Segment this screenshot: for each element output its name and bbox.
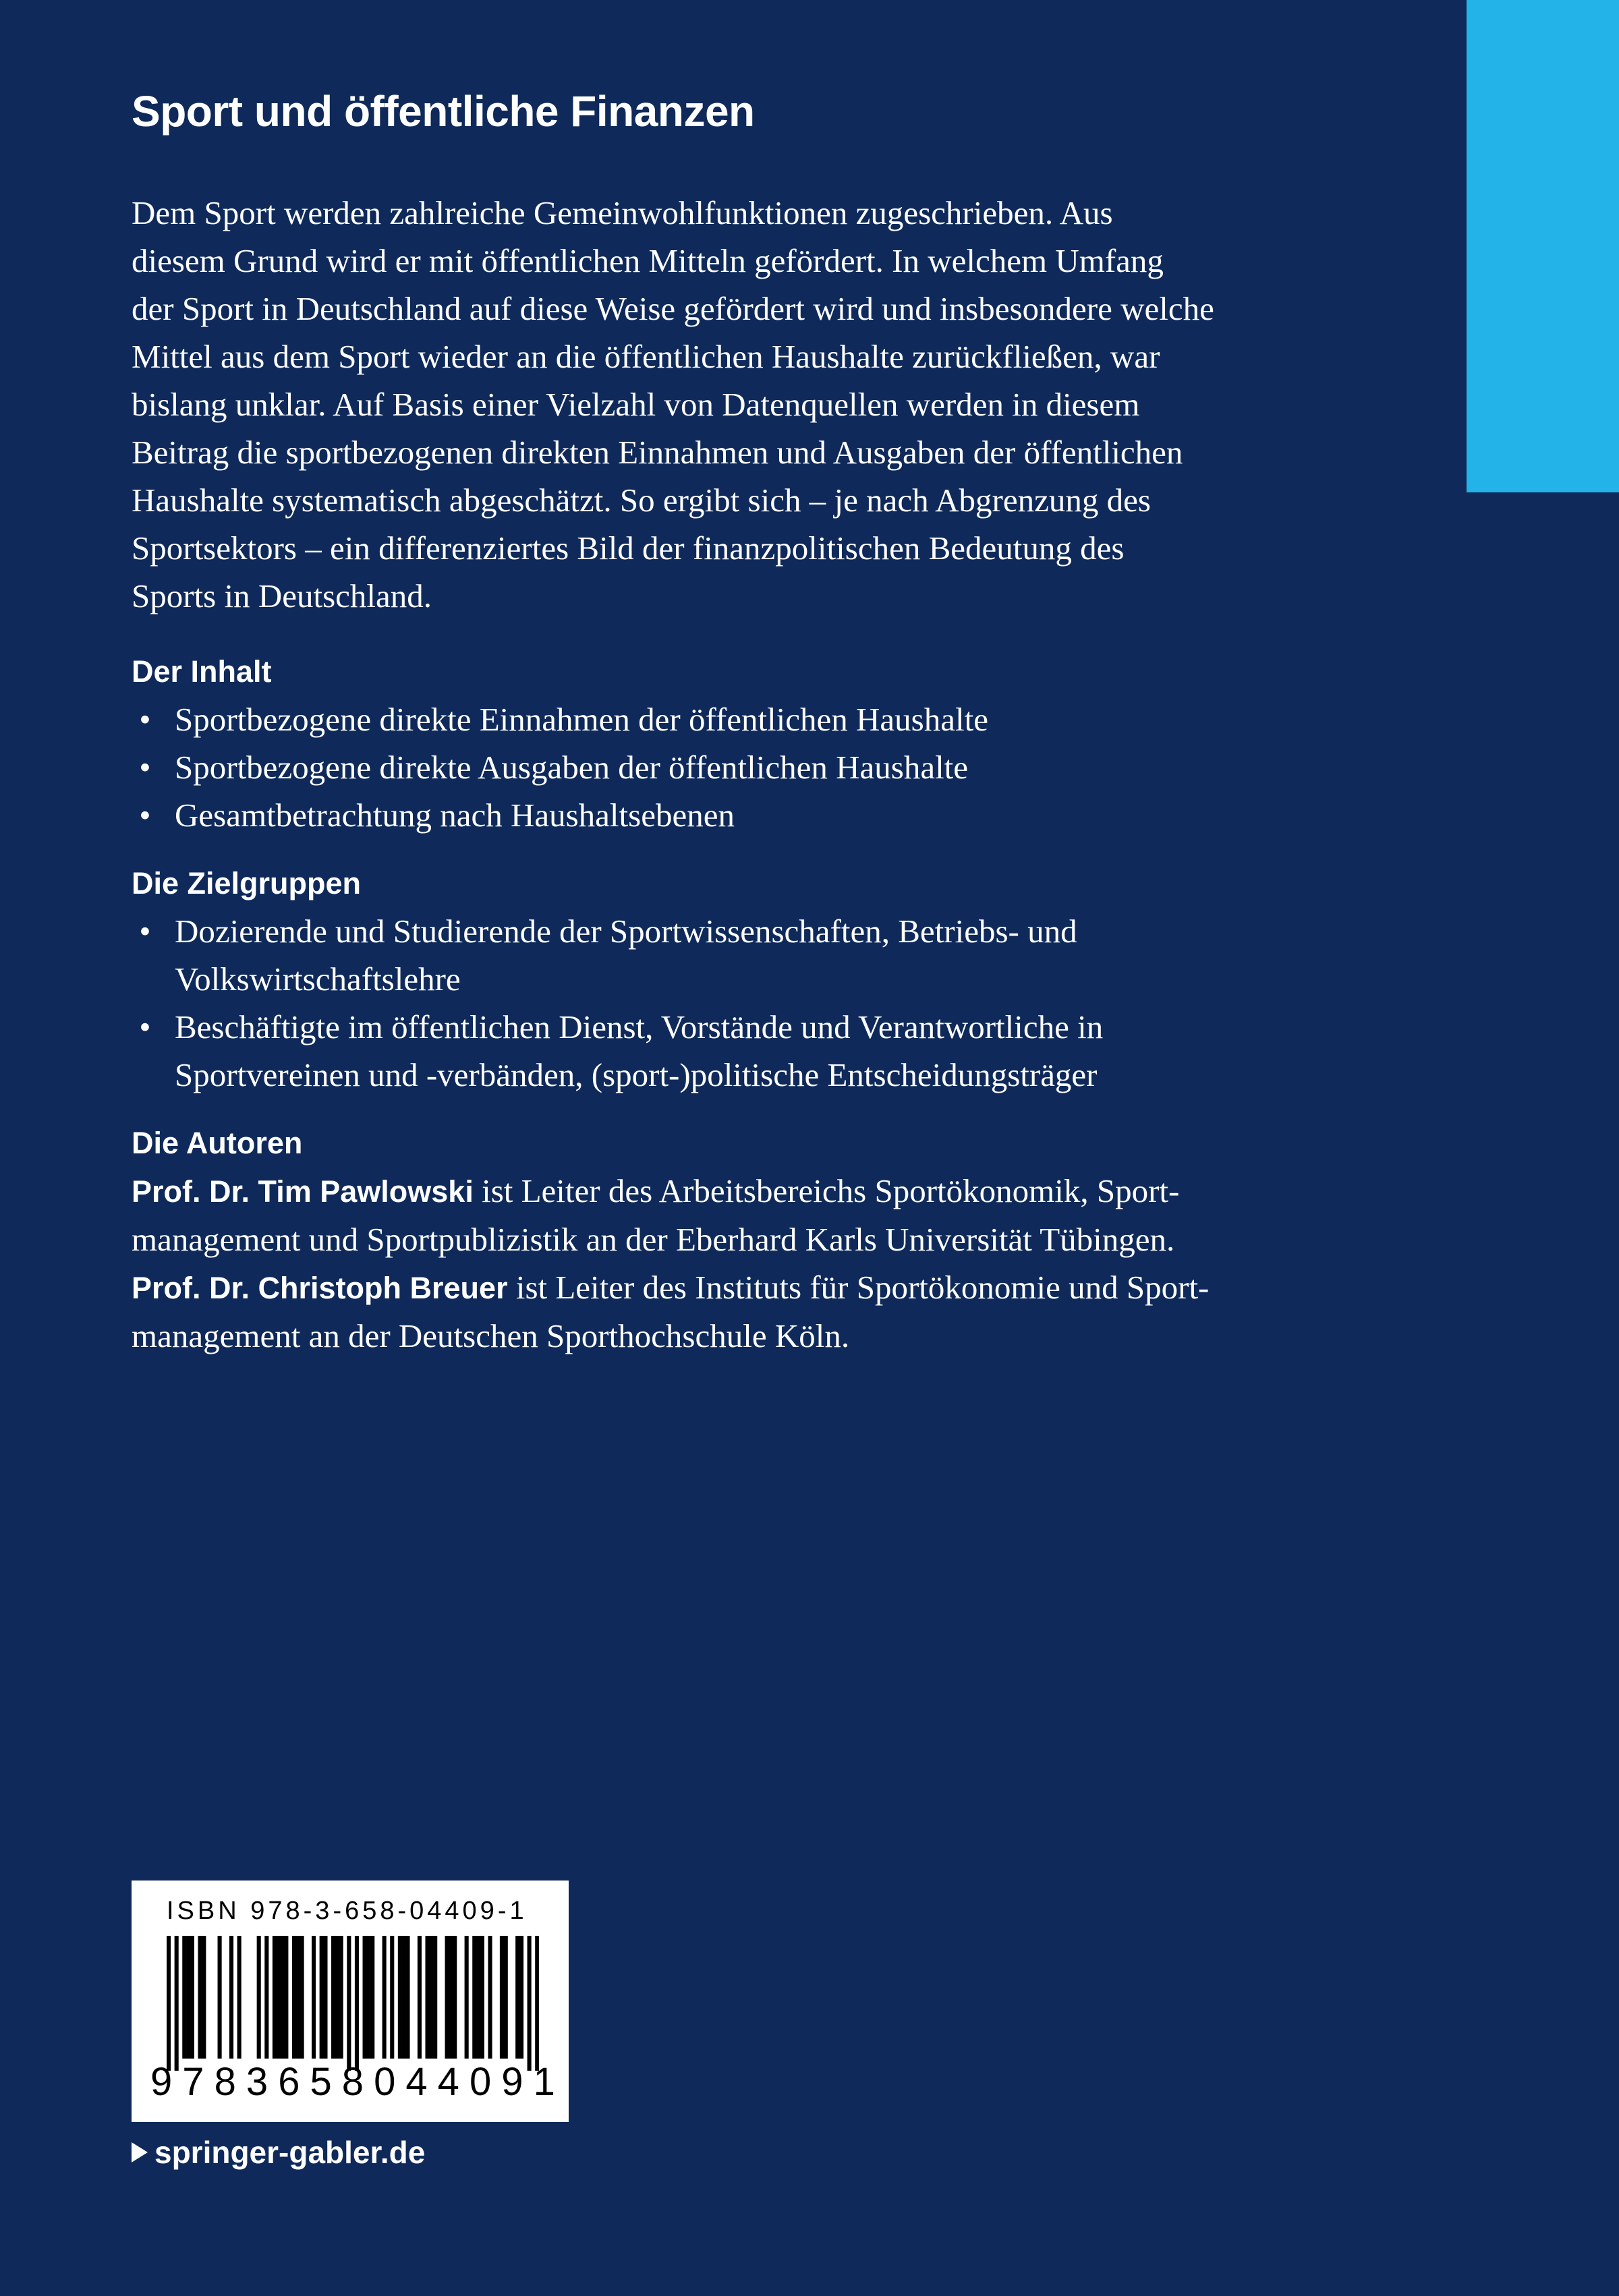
barcode-digit: 4 <box>405 2060 428 2104</box>
barcode-bar <box>500 1936 504 2059</box>
barcode-bar <box>515 1936 519 2059</box>
author-bio-text: ist Leiter des Arbeitsbereichs Sportökonomik, Sport- <box>473 1172 1180 1209</box>
barcode-bar <box>198 1936 202 2059</box>
barcode-bars <box>167 1936 539 2071</box>
intro-line: Haushalte systematisch abgeschätzt. So ergibt sich – je nach Abgrenzung des <box>132 482 1151 519</box>
barcode-bar <box>535 1936 539 2071</box>
cover-text-content <box>132 81 1339 1360</box>
authors-section <box>132 1167 1339 1360</box>
barcode-bar <box>237 1936 242 2059</box>
barcode-bar <box>402 1936 406 2059</box>
barcode-bar <box>331 1936 335 2059</box>
barcode-digit: 1 <box>533 2060 555 2104</box>
barcode-digit: 3 <box>246 2060 268 2104</box>
barcode-bar <box>465 1936 469 2059</box>
barcode-bar <box>519 1936 523 2059</box>
barcode-digit: 0 <box>469 2060 492 2104</box>
bullet-icon: • <box>139 797 151 834</box>
list-item <box>132 907 1339 1003</box>
publisher-website-text: springer-gabler.de <box>154 2135 426 2170</box>
isbn-number: ISBN 978-3-658-04409-1 <box>167 1897 528 1925</box>
authors-heading: Die Autoren <box>132 1126 303 1160</box>
barcode-digit: 5 <box>310 2060 332 2104</box>
intro-line: Beitrag die sportbezogenen direkten Einnahmen und Ausgaben der öffentlichen <box>132 434 1183 471</box>
list-item-text: Volkswirtschaftslehre <box>175 960 461 998</box>
barcode-bar <box>264 1936 268 2059</box>
barcode-bar <box>449 1936 453 2059</box>
list-item <box>132 743 1339 791</box>
barcode-digit: 9 <box>150 2060 173 2104</box>
barcode-bar <box>167 1936 171 2071</box>
barcode-bar <box>480 1936 484 2059</box>
author-bio-text: management an der Deutschen Sporthochschule Köln. <box>132 1317 850 1354</box>
author-name: Prof. Dr. Christoph Breuer <box>132 1271 508 1305</box>
barcode-bar <box>476 1936 480 2059</box>
barcode-bar <box>504 1936 508 2059</box>
barcode-bar <box>292 1936 296 2059</box>
barcode-bar <box>339 1936 343 2059</box>
book-title: Sport und öffentliche Finanzen <box>132 87 755 136</box>
barcode-bar <box>445 1936 449 2059</box>
barcode-bar <box>429 1936 433 2059</box>
author-bio-text: ist Leiter des Instituts für Sportökonomie und Sport- <box>507 1269 1210 1306</box>
bullet-icon: • <box>139 749 151 786</box>
arrow-right-icon <box>132 2142 148 2162</box>
list-item-text: Gesamtbetrachtung nach Haushaltsebenen <box>175 797 735 834</box>
barcode-bar <box>453 1936 457 2059</box>
barcode-digit: 8 <box>214 2060 236 2104</box>
author-bio-text: management und Sportpublizistik an der Eberhard Karls Universität Tübingen. <box>132 1221 1175 1258</box>
barcode-bar <box>418 1936 422 2059</box>
author-bio <box>132 1263 1339 1360</box>
barcode-bar <box>273 1936 277 2059</box>
list-item <box>132 1003 1339 1099</box>
barcode-bar <box>335 1936 339 2059</box>
barcode-bar <box>366 1936 370 2059</box>
intro-line: Sportsektors – ein differenziertes Bild der finanzpolitischen Bedeutung des <box>132 529 1125 567</box>
barcode-bar <box>405 1936 409 2059</box>
list-item-text: Sportbezogene direkte Einnahmen der öffentlichen Haushalte <box>175 701 988 738</box>
intro-line: Sports in Deutschland. <box>132 577 432 614</box>
barcode-bar <box>320 1936 324 2059</box>
barcode-bar <box>186 1936 190 2059</box>
barcode-bar <box>390 1936 394 2059</box>
barcode-bar <box>175 1936 179 2071</box>
barcode-bar <box>488 1936 492 2059</box>
contents-heading: Der Inhalt <box>132 654 272 689</box>
barcode-bar <box>257 1936 261 2059</box>
barcode-digits <box>150 2059 555 2106</box>
barcode-bar <box>202 1936 206 2059</box>
barcode-digit: 9 <box>501 2060 523 2104</box>
barcode-bar <box>398 1936 402 2059</box>
barcode-bar <box>528 1936 532 2071</box>
list-item-text: Beschäftigte im öffentlichen Dienst, Vorstände und Verantwortliche in <box>175 1008 1104 1045</box>
contents-list <box>132 695 1339 839</box>
isbn-barcode <box>132 1881 569 2122</box>
barcode-bar <box>363 1936 367 2059</box>
barcode-bar <box>296 1936 300 2059</box>
barcode-digit: 6 <box>278 2060 300 2104</box>
barcode-bar <box>277 1936 281 2059</box>
intro-line: Mittel aus dem Sport wieder an die öffentlichen Haushalte zurückfließen, war <box>132 338 1160 375</box>
barcode-bar <box>323 1936 327 2059</box>
barcode-bar <box>382 1936 387 2059</box>
author-bio <box>132 1167 1339 1263</box>
barcode-bar <box>229 1936 233 2059</box>
barcode-bar <box>182 1936 186 2059</box>
author-name: Prof. Dr. Tim Pawlowski <box>132 1174 474 1209</box>
intro-line: diesem Grund wird er mit öffentlichen Mitteln gefördert. In welchem Umfang <box>132 242 1164 279</box>
intro-paragraph <box>132 189 1339 620</box>
barcode-bar <box>370 1936 374 2059</box>
barcode-bar <box>433 1936 437 2059</box>
list-item-text: Dozierende und Studierende der Sportwissenschaften, Betriebs- und <box>175 913 1077 950</box>
list-item <box>132 695 1339 743</box>
barcode-bar <box>218 1936 222 2059</box>
bullet-icon: • <box>139 913 151 950</box>
publisher-website[interactable] <box>132 2130 425 2175</box>
list-item-text: Sportvereinen und -verbänden, (sport-)politische Entscheidungsträger <box>175 1056 1098 1093</box>
accent-color-bar <box>1467 0 1619 492</box>
barcode-bar <box>355 1936 359 2071</box>
barcode-bar <box>300 1936 304 2059</box>
barcode-bar <box>190 1936 194 2059</box>
barcode-digit: 8 <box>341 2060 364 2104</box>
barcode-bar <box>312 1936 316 2059</box>
barcode-bar <box>347 1936 351 2071</box>
target-groups-list <box>132 907 1339 1099</box>
barcode-bar <box>472 1936 476 2059</box>
intro-line: bislang unklar. Auf Basis einer Vielzahl von Datenquellen werden in diesem <box>132 386 1140 423</box>
intro-line: der Sport in Deutschland auf diese Weise gefördert wird und insbesondere welche <box>132 290 1214 327</box>
barcode-bar <box>281 1936 285 2059</box>
barcode-bar <box>425 1936 429 2059</box>
barcode-digit: 0 <box>374 2060 396 2104</box>
barcode-digit: 7 <box>182 2060 204 2104</box>
intro-line: Dem Sport werden zahlreiche Gemeinwohlfunktionen zugeschrieben. Aus <box>132 194 1113 231</box>
barcode-bar <box>284 1936 288 2059</box>
list-item-text: Sportbezogene direkte Ausgaben der öffentlichen Haushalte <box>175 749 969 786</box>
target-groups-heading: Die Zielgruppen <box>132 866 362 900</box>
barcode-digit: 4 <box>437 2060 459 2104</box>
list-item <box>132 791 1339 839</box>
bullet-icon: • <box>139 701 151 738</box>
bullet-icon: • <box>139 1008 151 1045</box>
